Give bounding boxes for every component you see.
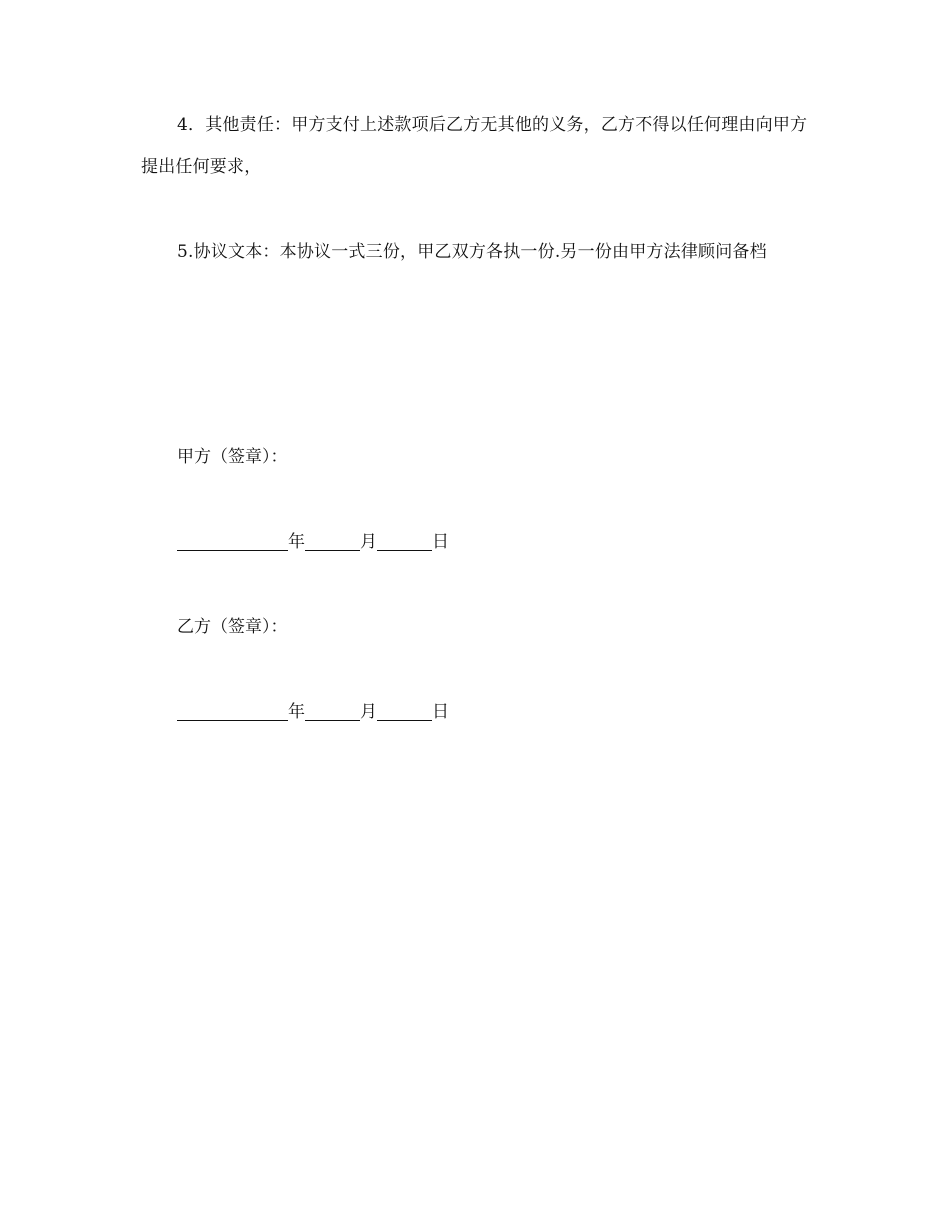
party-b-year-unit: 年 (288, 702, 305, 722)
party-b-date-line (177, 700, 449, 724)
party-a-month-blank[interactable] (305, 532, 360, 551)
party-b-day-blank[interactable] (377, 702, 432, 721)
party-a-year-blank[interactable] (177, 532, 288, 551)
party-b-year-blank[interactable] (177, 702, 288, 721)
party-a-date-line (177, 530, 449, 554)
party-a-year-unit: 年 (288, 532, 305, 552)
party-a-day-blank[interactable] (377, 532, 432, 551)
party-b-month-blank[interactable] (305, 702, 360, 721)
clause-4-other-responsibilities: 4．其他责任：甲方支付上述款项后乙方无其他的义务，乙方不得以任何理由向甲方提出任何要求， (141, 115, 808, 177)
clause-5-agreement-copies: 5.协议文本：本协议一式三份，甲乙双方各执一份.另一份由甲方法律顾问备档 (177, 242, 767, 262)
party-a-month-unit: 月 (360, 532, 377, 552)
party-b-month-unit: 月 (360, 702, 377, 722)
party-b-day-unit: 日 (432, 702, 449, 722)
party-b-signature-label: 乙方（签章）： (177, 617, 288, 637)
party-a-signature-label: 甲方（签章）： (177, 447, 288, 467)
party-a-day-unit: 日 (432, 532, 449, 552)
